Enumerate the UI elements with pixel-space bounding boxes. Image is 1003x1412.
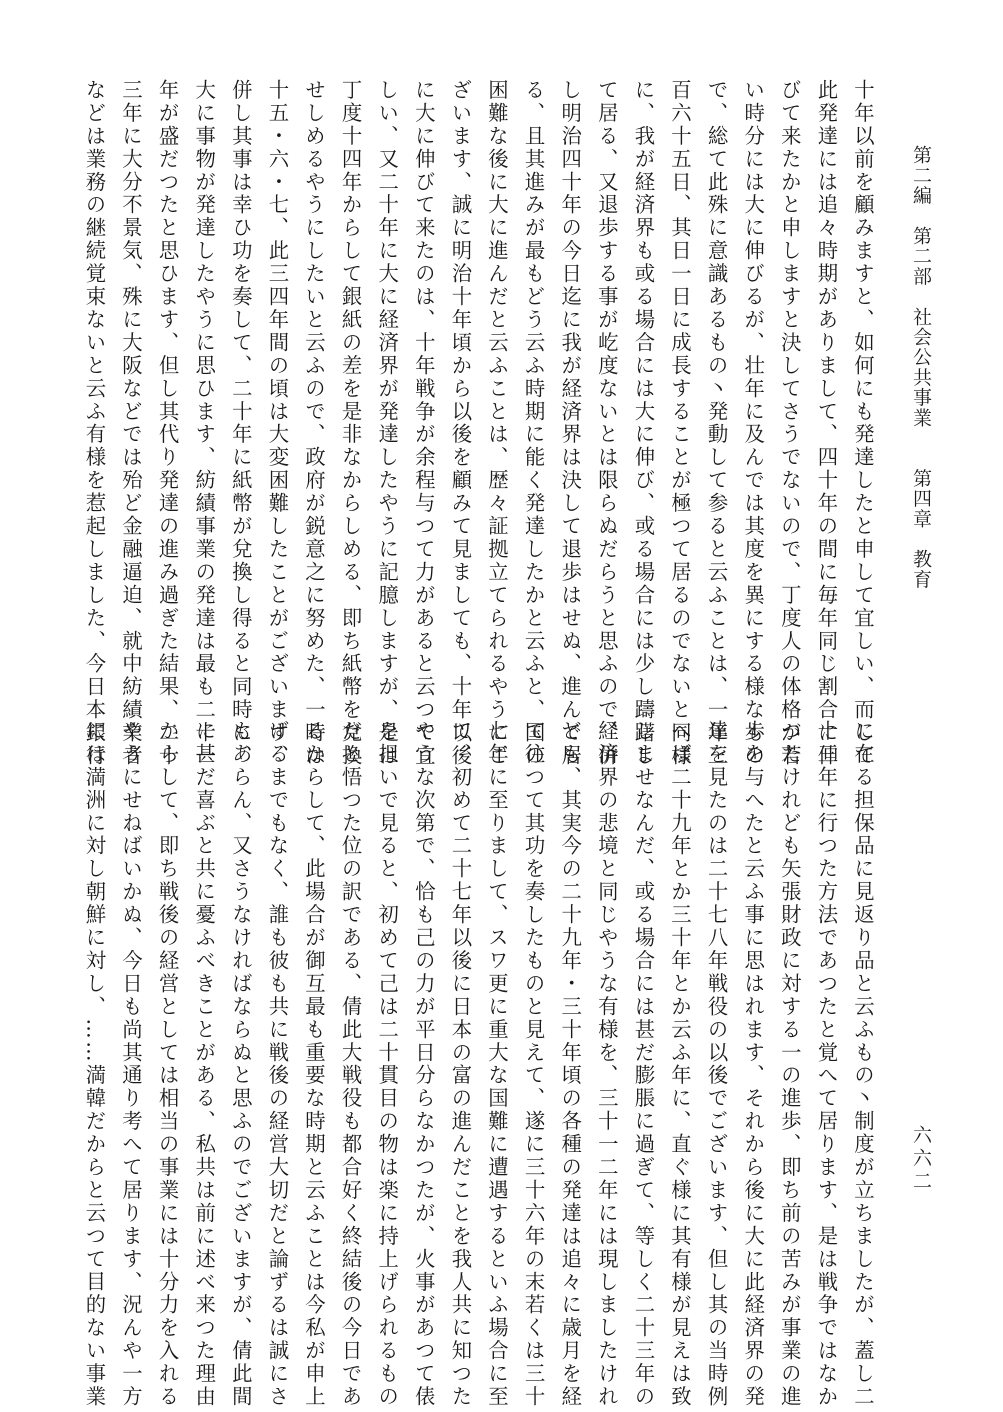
text-line: に甚だ喜ぶと共に憂ふべきことがある、私共は前に述べ来つた理由 <box>192 720 217 1409</box>
running-header: 第二編 第二部 社会公共事業 第四章 教育 <box>910 145 932 590</box>
text-line: つたけれども矢張財政に対する一の進歩、即ち前の苦みが事業の進 <box>777 720 802 1409</box>
text-line: やうな次第で、恰も己の力が平日分らなかつたが、火事があつて俵 <box>411 720 436 1409</box>
text-line: 三年に大分不景気、殊に大阪などでは殆ど金融逼迫、就中紡績業者 <box>119 79 143 768</box>
text-line: い時分には大に伸びるが、壮年に及んでは其度を異にする様なもの <box>741 79 766 768</box>
text-line: ざいます、誠に明治十年頃から以後を顧みて見ましても、十年以後 <box>448 79 473 768</box>
text-line: には満洲に対し朝鮮に対し、……満韓だからと云つて目的ない事業 <box>82 720 107 1409</box>
text-line: 丁度十四年からして銀紙の差を是非なからしめる、即ち紙幣を兌換 <box>338 79 363 768</box>
text-line: びて来たかと申しますと決してさうでないので、丁度人の体格が若 <box>777 79 802 768</box>
text-line: る、且其進みが最もどう云ふ時期に能く発達したかと云ふと、国の <box>521 79 546 768</box>
text-line: るからして、此場合が御互最も重要な時期と云ふことは今私が申上 <box>302 720 326 1409</box>
text-line: 経済界の悲境と同じやうな有様を、三十一二年には現しましたけれ <box>594 720 619 1409</box>
text-line: せしめるやうにしたいと云ふので、政府が鋭意之に努めた、一時は <box>302 79 326 768</box>
text-line: で、総て此殊に意識あるもの丶発動して参ると云ふことは、一年三 <box>704 79 729 768</box>
text-line: からして、即ち戦後の経営としては相当の事業には十分力を入れる <box>155 720 180 1409</box>
text-line: もあらん、又さうなければならぬと思ふのでございますが、倩此間 <box>228 720 253 1409</box>
text-line: だと悟つた位の訳である、倩此大戦役も都合好く終結後の今日であ <box>338 720 363 1409</box>
text-line: て居る、又退歩する事が屹度ないとは限らぬだらうと思ふので、併 <box>594 79 619 768</box>
text-line: などは業務の継続覚束ないと云ふ有様を惹起しました、今日本銀行 <box>82 79 107 768</box>
text-line: 此発達には追々時期がありまして、四十年の間に毎年同じ割合に伸 <box>814 79 839 768</box>
text-line: 大に事物が発達したやうに思ひます、紡績事業の発達は最も二十一 <box>192 79 217 768</box>
text-line: 困難な後に大に進んだと云ふことは、歴々証拠立てられるやうにご <box>485 79 509 768</box>
text-line: へば二十九年とか三十年とか云ふ年に、直ぐ様に其有様が見えは致 <box>668 720 692 1409</box>
text-line: に在る担保品に見返り品と云ふもの丶制度が立ちましたが、蓋し二 <box>851 720 875 1409</box>
text-line: 達を見たのは二十七八年戦役の以後でございます、但し其の当時例 <box>704 720 729 1409</box>
text-line: 十三年に行つた方法であつたと覚へて居ります、是は戦争ではなか <box>814 720 839 1409</box>
text-line: 十年以前を顧みますと、如何にも発達したと申して宜しい、而して <box>851 79 875 768</box>
text-line: しい、又二十年に大に経済界が発達したやうに記臆しますが、是は <box>375 79 400 768</box>
text-line: て、初めて二十七年以後に日本の富の進んだことを我人共に知つた <box>448 720 473 1409</box>
text-line: 十五・六・七、此三四年間の頃は大変困難したことがございます、 <box>265 79 290 768</box>
text-line: げるまでもなく、誰も彼も共に戦後の経営大切だと論ずるは誠にさ <box>265 720 290 1409</box>
text-line: 百六十五日、其日一日に成長することが極つて居るのでないと同様 <box>668 79 692 768</box>
text-line: に、我が経済界も或る場合には大に伸び、或る場合には少し躊躇し <box>631 79 656 768</box>
text-line: やうにせねばいかぬ、今日も尚其通り考へて居ります、況んや一方 <box>119 720 143 1409</box>
text-line: て往つて其功を奏したものと見えて、遂に三十六年の末若くは三十 <box>521 720 546 1409</box>
text-line: しませなんだ、或る場合には甚だ膨脹に過ぎて、等しく二十三年の <box>631 720 656 1409</box>
text-line: に大に伸びて来たのは、十年戦争が余程与つて力があると云つて宜 <box>411 79 436 768</box>
text-line: ども、其実今の二十九年・三十年頃の各種の発達は追々に歳月を経 <box>558 720 583 1409</box>
text-line: し明治四十年の今日迄に我が経済界は決して退歩はせぬ、進んで居 <box>558 79 583 768</box>
text-line: 歩を与へたと云ふ事に思はれます、それから後に大に此経済界の発 <box>741 720 766 1409</box>
page-number: 六六二 <box>910 1125 932 1194</box>
text-line: 年が盛だつたと思ひます、但し其代り発達の進み過ぎた結果、二十 <box>155 79 180 768</box>
text-line: 併し其事は幸ひ功を奏して、二十年に紙幣が兌換し得ると同時に、 <box>228 79 253 768</box>
text-line: 七年に至りまして、スワ更に重大な国難に遭遇するといふ場合に至 <box>485 720 509 1409</box>
text-line: を担いで見ると、初めて己は二十貫目の物は楽に持上げられるもの <box>375 720 400 1409</box>
